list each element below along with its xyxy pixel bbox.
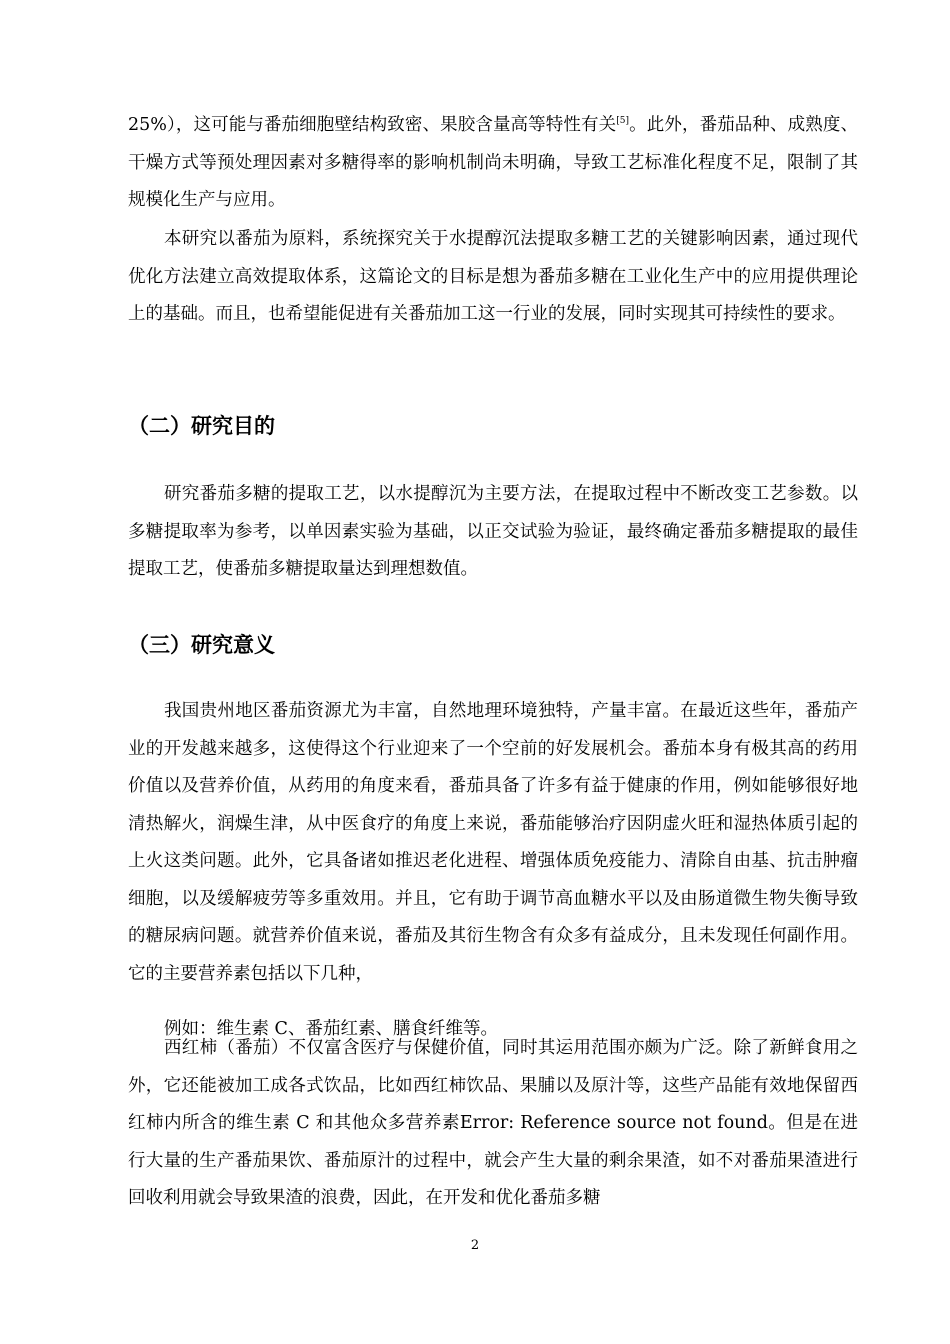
paragraph-tomato-usage: 西红柿（番茄）不仅富含医疗与保健价值，同时其运用范围亦颇为广泛。除了新鲜食用之外，它还能被加工成各式饮品，比如西红柿饮品、果脯以及原汁等，这些产品能有效地保留西红柿内所含的维生素 C 和其他众多营养素Error: Reference source not found。但是在进行大量的生产番茄果饮、番茄原汁的过程中，就会产生大量的剩余果渣，如不对番茄果渣进行回收利用就会导致果渣的浪费，因此，在开发和优化番茄多糖 [128, 1038, 858, 1208]
paragraph-research-significance: 我国贵州地区番茄资源尤为丰富，自然地理环境独特，产量丰富。在最近这些年，番茄产业的开发越来越多，这使得这个行业迎来了一个空前的好发展机会。番茄本身有极其高的药用价值以及营养价值，从药用的角度来看，番茄具备了许多有益于健康的作用，例如能够很好地清热解火，润燥生津，从中医食疗的角度上来说，番茄能够治疗因阴虚火旺和湿热体质引起的上火这类问题。此外，它具备诸如推迟老化进程、增强体质免疫能力、清除自由基、抗击肿瘤细胞，以及缓解疲劳等多重效用。并且，它有助于调节高血糖水平以及由肠道微生物失衡导致的糖尿病问题。就营养价值来说，番茄及其衍生物含有众多有益成分，且未发现任何副作用。它的主要营养素包括以下几种， [128, 701, 858, 984]
paragraph-nutrients-example: 例如：维生素 C、番茄红素、膳食纤维等。 [164, 1018, 498, 1039]
paragraph-text: 。此外，番茄品种、成熟度、干燥方式等预处理因素对多糖得率的影响机制尚未明确，导致工艺标准化程度不足，限制了其规模化生产与应用。 [128, 115, 858, 210]
citation-superscript: [5] [616, 116, 629, 127]
page-number: 2 [470, 1238, 480, 1253]
paragraph-text: 25%），这可能与番茄细胞壁结构致密、果胶含量高等特性有关 [128, 115, 617, 135]
paragraph-research-purpose: 研究番茄多糖的提取工艺，以水提醇沉为主要方法，在提取过程中不断改变工艺参数。以多糖提取率为参考，以单因素实验为基础，以正交试验为验证，最终确定番茄多糖提取的最佳提取工艺，使番茄多糖提取量达到理想数值。 [128, 484, 858, 579]
paragraph-research-aim: 本研究以番茄为原料，系统探究关于水提醇沉法提取多糖工艺的关键影响因素，通过现代优化方法建立高效提取体系，这篇论文的目标是想为番茄多糖在工业化生产中的应用提供理论上的基础。而且，也希望能促进有关番茄加工这一行业的发展，同时实现其可持续性的要求。 [128, 229, 858, 324]
section-heading-research-significance: （三）研究意义 [128, 633, 275, 657]
section-heading-research-purpose: （二）研究目的 [128, 414, 275, 438]
paragraph-intro-continued [128, 107, 858, 220]
